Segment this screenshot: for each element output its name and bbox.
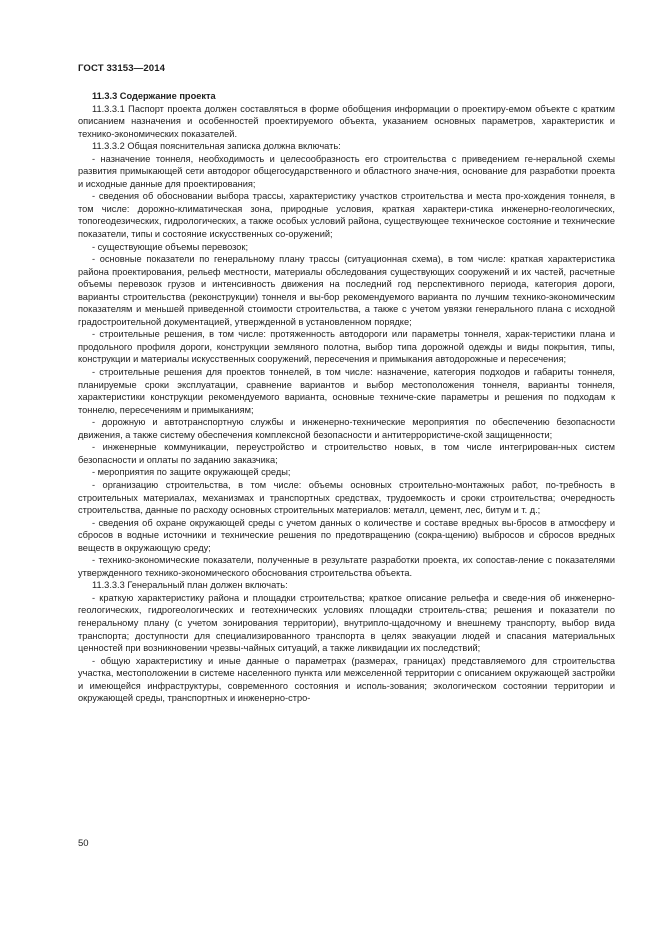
list-item: - сведения об охране окружающей среды с учетом данных о количестве и составе вредных вы-бросов в атмосферу и сбросов в водные источники и технические решения по предотвращению (сокра-щению) выбросов и сбросов вредных веществ в окружающую среду; [78,517,615,553]
list-item: - назначение тоннеля, необходимость и целесообразность его строительства с приведением ге-неральной схемы развития примыкающей сети автодорог общегосударственного и областного значе-ния, основание для разработки проекта и исходные данные для проектирования; [78,153,615,189]
list-item: - технико-экономические показатели, полученные в результате разработки проекта, их сопостав-ление с показателями утвержденного технико-экономического обоснования строительства объекта. [78,555,615,578]
list-item: - существующие объемы перевозок; [92,241,249,252]
list-item: - организацию строительства, в том числе: объемы основных строительно-монтажных работ, по-требность в строительных материалах, механизмах и транспортных средствах, трудоемкость и сроки строительства; очередность строительства, данные по расходу основных строительных материалов: металл, цемент, лес, битум и т. д.; [78,479,615,516]
paragraph-11-3-3-3: 11.3.3.3 Генеральный план должен включать: [92,580,288,591]
section-title: 11.3.3 Содержание проекта [92,91,216,101]
list-item: - общую характеристику и иные данные о параметрах (размерах, границах) представляемого для строительства участка, местоположении в системе населенного пункта или межселенной территории с описанием окружающей застройки и имеющейся инфраструктуры, современного состояния и исполь-зования; экологическом состоянии территории и окружающей среды, транспортных и инженерно-стро- [78,655,615,704]
paragraph-11-3-3-2: 11.3.3.2 Общая пояснительная записка должна включать: [92,141,341,152]
list-item: - сведения об обосновании выбора трассы, характеристику участков строительства и места про-хождения тоннеля, в том числе: дорожно-климатическая зона, природные условия, краткая характери-стика инженерно-геологических, топогеодезических, гидрологических, а также особых условий района, существующее техническое состояние и технические показатели, типы и состояние искусственных со-оружений; [78,191,615,240]
page-number: 50 [78,838,89,849]
list-item: - краткую характеристику района и площадки строительства; краткое описание рельефа и сведе-ния об инженерно-геологических, гидрогеологических и геотехнических условиях площадки строитель-ства; решения и показатели по генеральному плану (с учетом зонирования территории), внутрипло-щадочному и внешнему транспорту, выбор вида транспорта; доступности для специализированного транспорта в целях эвакуации людей и спасания материальных ценностей при возникновении чрезвы-чайных ситуаций, а также ликвидации их последствий; [78,592,615,654]
list-item: - дорожную и автотранспортную службы и инженерно-технические мероприятия по обеспечению безопасности движения, а также систему обеспечения комплексной безопасности и антитеррористиче-ской защищенности; [78,417,615,440]
list-item: - основные показатели по генеральному плану трассы (ситуационная схема), в том числе: краткая характеристика района проектирования, рельеф местности, материалы обследования существующих сооружений и их частей, расчетные объемы перевозок грузов и интенсивность движения на последний год перспективного периода, категория дороги, варианты строительства (реконструкции) тоннеля и вы-бор рекомендуемого варианта по лучшим технико-экономическим показателям и меньшей приведенной стоимости строительства, а также с учетом увязки генерального плана с исходной градостроительной документацией, утвержденной в установленном порядке; [78,254,615,327]
paragraph-11-3-3-1: 11.3.3.1 Паспорт проекта должен составляться в форме обобщения информации о проектиру-емом объекте с кратким описанием назначения и особенностей проектируемого объекта, указанием основных параметров, характеристик и технико-экономических показателей. [78,103,615,139]
list-item: - инженерные коммуникации, переустройство и строительство новых, в том числе интегрирован-ных систем безопасности и оплаты по заданию заказчика; [78,442,615,465]
list-item: - строительные решения для проектов тоннелей, в том числе: назначение, категория подходов и габариты тоннеля, планируемые сроки эксплуатации, сравнение вариантов и выбор местоположения тоннеля, варианты тоннеля, характеристики конструкции рекомендуемого варианта, основные техниче-ские параметры и решения по подходам к тоннелю, пересечениям и примыканиям; [78,367,615,415]
document-body [78,90,615,705]
list-item: - мероприятия по защите окружающей среды; [92,467,291,478]
document-header: ГОСТ 33153—2014 [78,63,166,74]
list-item: - строительные решения, в том числе: протяженность автодороги или параметры тоннеля, харак-теристики плана и продольного профиля дороги, конструкции земляного полотна, выбор типа дорожной одежды и виды покрытия, типы, конструкции и материалы искусственных сооружений, пересечения и примыкания автодорожные и пересечения; [78,329,615,365]
